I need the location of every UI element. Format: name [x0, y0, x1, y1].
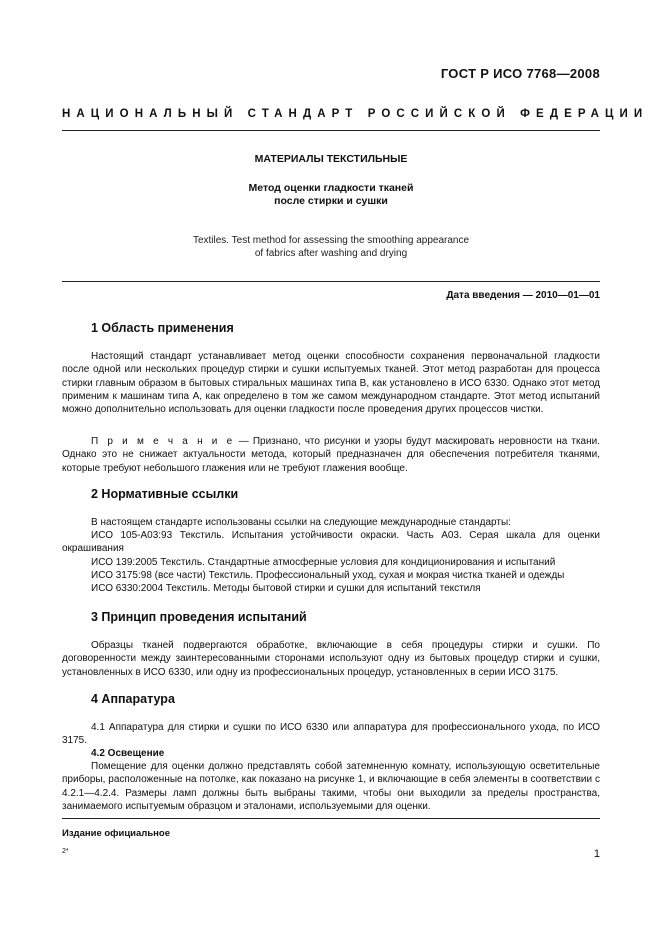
reference-iso-139: ИСО 139:2005 Текстиль. Стандартные атмосферные условия для кондиционирования и испытаний	[91, 557, 556, 568]
page-number: 1	[593, 848, 600, 860]
official-edition-label: Издание официальное	[62, 828, 170, 839]
section-1-note	[62, 435, 600, 475]
subtitle-line-2: после стирки и сушки	[274, 195, 388, 207]
subtitle-line-1: Метод оценки гладкости тканей	[248, 182, 414, 194]
section-3-heading: 3 Принцип проведения испытаний	[91, 610, 307, 624]
section-4-2-paragraph: Помещение для оценки должно представлять собой затемненную комнату, использующую осветительные приборы, расположенные на потолке, как показано на рисунке 1, и включающие в себя элементы в соответствии с 4.2.1—4.2.4. Размеры ламп должны быть выбраны такими, чтобы они выходили за пределы пространства, занимаемого испытуемым образцом и эталонами, используемыми для оценки.	[62, 761, 600, 812]
references-intro: В настоящем стандарте использованы ссылки на следующие международные стандарты:	[91, 517, 511, 528]
english-title	[0, 234, 662, 260]
footer-divider	[62, 818, 600, 819]
section-1-heading: 1 Область применения	[91, 321, 234, 335]
header-divider	[62, 130, 600, 131]
document-code: ГОСТ Р ИСО 7768—2008	[440, 66, 600, 81]
title-divider	[62, 281, 600, 282]
section-4-1-paragraph: 4.1 Аппаратура для стирки и сушки по ИСО 6330 или аппаратура для профессионального ухода, по ИСО 3175.	[62, 722, 600, 747]
section-4-2-heading: 4.2 Освещение	[91, 748, 165, 759]
document-subtitle	[0, 182, 662, 208]
reference-iso-3175: ИСО 3175:98 (все части) Текстиль. Профессиональный уход, сухая и мокрая чистка тканей и одежды	[91, 570, 565, 581]
reference-iso-105: ИСО 105-А03:93 Текстиль. Испытания устойчивости окраски. Часть А03. Серая шкала для оценки окрашивания	[62, 530, 600, 555]
note-text: — Признано, что рисунки и узоры будут маскировать неровности на ткани. Однако это не снижает актуальности метода, который предназначен для обеспечения потребителя тканями, которые требуют небольшого глажения или не требуют глажения вообще.	[62, 436, 600, 474]
effective-date: Дата введения — 2010—01—01	[446, 290, 600, 301]
printer-signature: 2*	[62, 848, 69, 855]
document-title: МАТЕРИАЛЫ ТЕКСТИЛЬНЫЕ	[254, 153, 408, 165]
section-2-heading: 2 Нормативные ссылки	[91, 487, 239, 501]
english-title-line-1: Textiles. Test method for assessing the smoothing appearance	[192, 235, 470, 246]
english-title-line-2: of fabrics after washing and drying	[254, 248, 408, 259]
note-label: П р и м е ч а н и е	[91, 436, 235, 447]
national-standard-banner: НАЦИОНАЛЬНЫЙ СТАНДАРТ РОССИЙСКОЙ ФЕДЕРАЦИИ	[62, 108, 649, 120]
section-4-heading: 4 Аппаратура	[91, 692, 175, 706]
section-1-paragraph: Настоящий стандарт устанавливает метод оценки способности сохранения первоначальной гладкости после одной или нескольких процедур стирки и сушки испытуемых тканей. Этот метод разработан для процесса стирки главным образом в бытовых стиральных машинах типа В, как установлено в ИСО 6330. Однако этот метод применим к машинам типа А, как определено в том же самом международном стандарте. Этот метод испытаний можно дополнительно использовать для оценки гладкости после проведения других процессов чистки.	[62, 351, 600, 416]
reference-iso-6330: ИСО 6330:2004 Текстиль. Методы бытовой стирки и сушки для испытаний текстиля	[91, 583, 481, 594]
section-3-paragraph: Образцы тканей подвергаются обработке, включающие в себя процедуры стирки и сушки. По договоренности между заинтересованными сторонами используют одну из бытовых процедур стирки и сушки, установленных в ИСО 6330, или одну из профессиональных процедур, установленных в серии ИСО 3175.	[62, 640, 600, 678]
